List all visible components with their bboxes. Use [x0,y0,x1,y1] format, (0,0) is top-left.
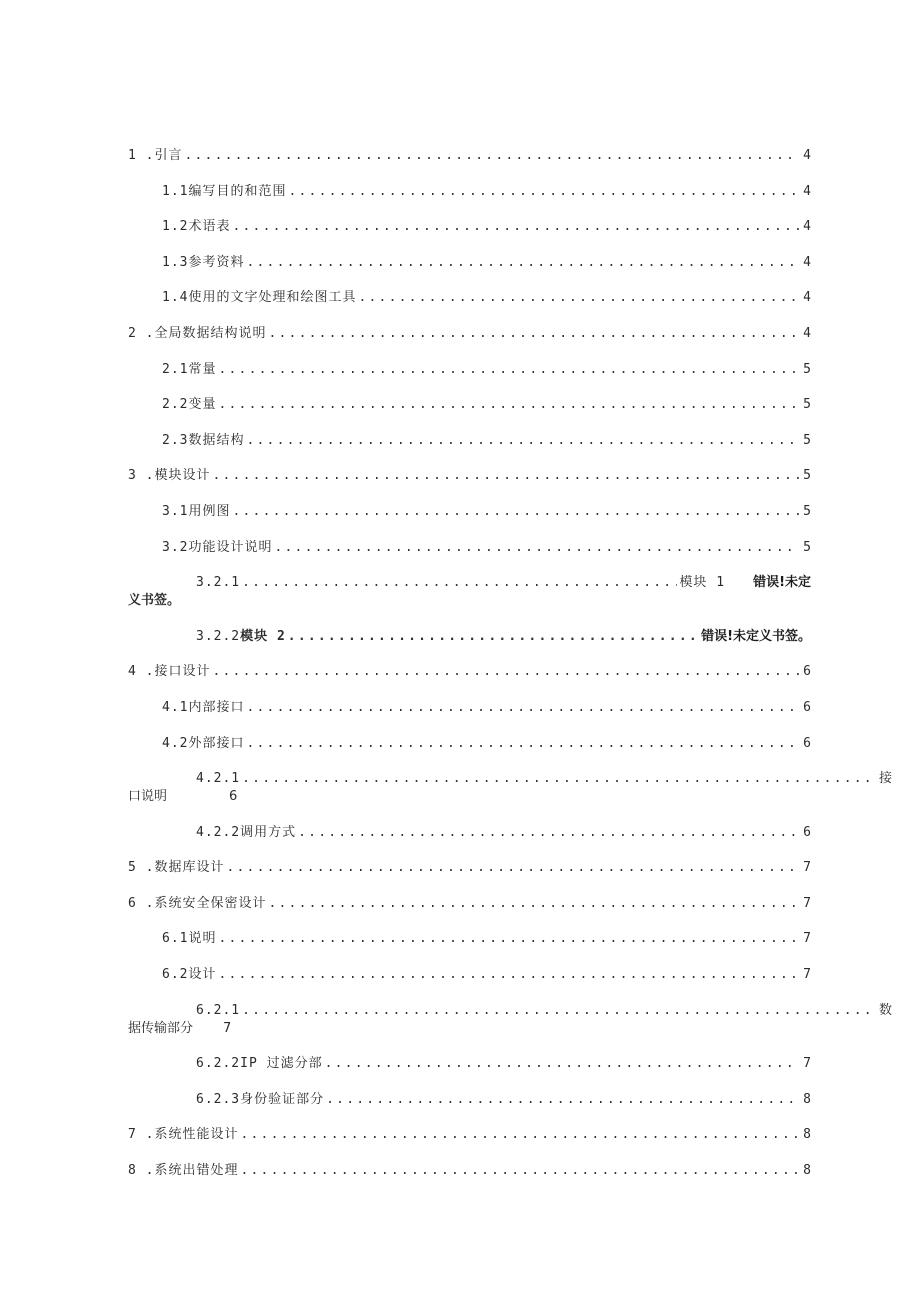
toc-title: 数 [878,1002,893,1018]
dot-leader [213,663,800,681]
toc-page-number: 7 [803,967,811,983]
toc-entry-line [128,574,811,592]
toc-title: 使用的文字处理和绘图工具 [188,290,357,306]
toc-page-number: 4 [803,325,811,341]
toc-entry[interactable] [128,895,811,913]
toc-entry[interactable] [128,859,811,877]
toc-number: 4.2.2 [196,824,241,840]
toc-page-number: 7 [803,1056,811,1072]
toc-entry[interactable] [128,1126,811,1144]
toc-number: 1.1 [162,183,189,199]
toc-page-number: 5 [803,361,811,377]
toc-title: 变量 [188,397,217,413]
dot-leader [247,254,800,272]
toc-number: 4 . [128,664,155,680]
toc-title: 系统出错处理 [154,1163,239,1179]
dot-leader [219,361,800,379]
toc-number: 4.1 [162,699,189,715]
dot-leader [288,628,699,646]
toc-entry[interactable] [128,218,811,236]
bookmark-error: 错误!未定 [753,575,811,591]
toc-page-number: 6 [803,664,811,680]
toc-page-number: 5 [803,503,811,519]
toc-page-number: 5 [803,397,811,413]
toc-title: 接 [878,771,893,787]
toc-number: 7 . [128,1127,155,1143]
toc-page-number: 8 [803,1091,811,1107]
toc-title: 说明 [188,931,217,947]
toc-number: 1.2 [162,219,189,235]
toc-title: 接口设计 [154,664,211,680]
toc-page-number: 7 [803,931,811,947]
dot-leader [242,1002,877,1020]
toc-number: 6.2.3 [196,1091,241,1107]
toc-number: 3.2.2 [196,628,241,644]
toc-number: 3.2 [162,539,189,555]
toc-page-number: 6 [229,789,238,805]
dot-leader [241,1126,800,1144]
toc-page-number: 7 [803,895,811,911]
toc-entry[interactable] [128,325,811,343]
toc-title: 模块设计 [154,468,211,484]
toc-page-number: 6 [803,699,811,715]
toc-number: 6.2 [162,967,189,983]
toc-entry-line [128,770,893,788]
toc-entry[interactable] [128,147,811,165]
toc-title: 数据结构 [188,432,245,448]
toc-page-number: 7 [223,1020,232,1036]
dot-leader [185,147,800,165]
dot-leader [269,325,800,343]
toc-number: 2.3 [162,432,189,448]
toc-title: 功能设计说明 [188,539,273,555]
dot-leader [242,574,677,592]
toc-entry[interactable] [128,966,811,984]
toc-number: 2 . [128,325,155,341]
toc-title: 用例图 [188,503,231,519]
toc-page-number: 7 [803,860,811,876]
toc-number: 8 . [128,1163,155,1179]
toc-number: 6 . [128,895,155,911]
toc-entry[interactable] [128,289,811,307]
toc-page-number: 4 [803,219,811,235]
dot-leader [213,467,800,485]
toc-title: 调用方式 [240,824,297,840]
toc-number: 3 . [128,468,155,484]
dot-leader [359,289,800,307]
toc-number: 6.1 [162,931,189,947]
dot-leader [227,859,800,877]
dot-leader [269,895,800,913]
toc-entry[interactable] [128,574,811,610]
toc-entry[interactable] [128,824,811,842]
dot-leader [233,503,800,521]
toc-number: 2.1 [162,361,189,377]
toc-entry[interactable] [128,1002,893,1038]
toc-title: 引言 [154,148,183,163]
toc-entry[interactable] [128,396,811,414]
toc-entry[interactable] [128,663,811,681]
toc-entry[interactable] [128,628,811,646]
dot-leader [289,183,800,201]
dot-leader [247,432,800,450]
toc-title: 设计 [188,967,217,983]
toc-title: 系统性能设计 [154,1127,239,1143]
dot-leader [247,735,800,753]
toc-title-continued-text: 据传输部分 [128,1020,194,1036]
toc-page-number: 5 [803,432,811,448]
toc-entry[interactable] [128,699,811,717]
toc-entry[interactable] [128,1162,811,1180]
toc-number: 5 . [128,860,155,876]
dot-leader [247,699,800,717]
toc-title: 系统安全保密设计 [154,895,267,911]
toc-entry[interactable] [128,539,811,557]
toc-page-number: 8 [803,1163,811,1179]
toc-number: 4.2 [162,735,189,751]
toc-page-number: 4 [803,290,811,306]
toc-number: 2.2 [162,397,189,413]
toc-title: 常量 [188,361,217,377]
toc-page-number: 4 [803,148,811,163]
toc-page-number: 6 [803,824,811,840]
toc-page-number: 4 [803,183,811,199]
dot-leader [326,1091,799,1109]
toc-entry[interactable] [128,1091,811,1109]
toc-entry-line [128,1002,893,1020]
dot-leader [242,770,877,788]
toc-title: 模块 2 [240,628,286,644]
toc-page-number: 6 [803,735,811,751]
toc-number: 1.3 [162,254,189,270]
toc-title: 全局数据结构说明 [154,325,267,341]
toc-page-number: 5 [803,539,811,555]
toc-title: 参考资料 [188,254,245,270]
toc-page-number: 8 [803,1127,811,1143]
toc-entry[interactable] [128,735,811,753]
toc-title: 内部接口 [188,699,245,715]
toc-entry[interactable] [128,930,811,948]
dot-leader [325,1055,800,1073]
toc-entry[interactable] [128,432,811,450]
toc-title: 编写目的和范围 [188,183,287,199]
toc-entry[interactable] [128,467,811,485]
dot-leader [233,218,800,236]
toc-number: 3.2.1 [196,575,241,591]
toc-entry[interactable] [128,503,811,521]
toc-title-continued [128,1020,811,1038]
toc-number: 1 . [128,148,155,163]
dot-leader [219,396,800,414]
toc-number: 3.1 [162,503,189,519]
toc-entry[interactable] [128,183,811,201]
toc-title-continued [128,788,811,806]
toc-number: 6.2.1 [196,1002,241,1018]
toc-entry[interactable] [128,770,893,806]
dot-leader [275,539,800,557]
toc-title: 外部接口 [188,735,245,751]
toc-title: 模块 1 [679,575,726,591]
dot-leader [219,966,800,984]
toc-number: 6.2.2 [196,1056,241,1072]
toc-title: 身份验证部分 [240,1091,325,1107]
toc-title: 术语表 [188,219,231,235]
toc-entry[interactable] [128,254,811,272]
toc-title-continued-text: 口说明 [128,789,168,805]
toc-page-number: 5 [803,468,811,484]
bookmark-error-continued: 义书签。 [128,593,181,609]
bookmark-error: 错误!未定义书签。 [701,628,811,644]
toc-title: IP 过滤分部 [240,1056,323,1072]
toc-number: 4.2.1 [196,771,241,787]
toc-title: 数据库设计 [154,860,225,876]
table-of-contents [128,147,893,1198]
dot-leader [298,824,799,842]
toc-entry[interactable] [128,1055,811,1073]
toc-page-number: 4 [803,254,811,270]
dot-leader [219,930,800,948]
dot-leader [241,1162,800,1180]
toc-entry[interactable] [128,361,811,379]
toc-number: 1.4 [162,290,189,306]
